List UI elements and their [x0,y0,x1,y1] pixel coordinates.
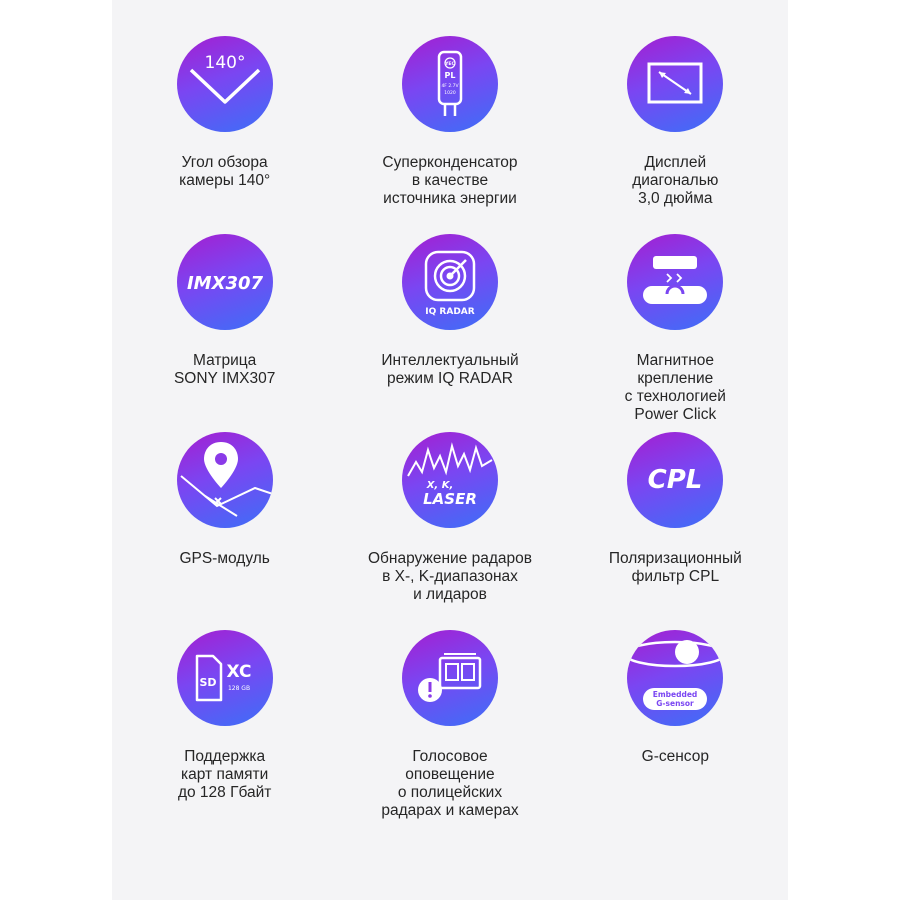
band-text: X, K, [426,480,454,491]
cap-code-text: 1020 [444,91,456,96]
feature-label: Угол обзора камеры 140° [179,154,271,189]
cap-model-text: PL [444,71,456,80]
feature-label: Поляризационный фильтр CPL [608,550,742,585]
capacity-text: 128 GB [227,685,250,692]
feature-iq-radar [337,234,562,432]
feature-label: G-сенсор [641,748,709,765]
display-icon [627,36,723,132]
sd-card-icon [177,630,273,726]
feature-label: Суперконденсатор в качестве источника энергии [382,154,518,207]
g-sensor-text: G-sensor [656,699,695,708]
supercapacitor-icon [402,36,498,132]
view-angle-value: 140° [204,53,246,73]
feature-view-angle [112,36,337,234]
radar-icon [402,234,498,330]
feature-g-sensor [563,630,788,828]
cpl-filter-icon [627,432,723,528]
voice-alert-icon [402,630,498,726]
feature-display [563,36,788,234]
laser-text: LASER [423,490,477,508]
feature-label: Обнаружение радаров в X-, K-диапазонах и лидаров [367,550,532,603]
feature-supercapacitor [337,36,562,234]
feature-sensor [112,234,337,432]
radar-mode-text: IQ RADAR [425,307,475,317]
xc-text: XC [226,662,252,682]
feature-magnetic-mount [563,234,788,432]
sd-text: SD [199,676,217,689]
cap-spec-text: 4F 2.7V [441,84,459,89]
feature-label: GPS-модуль [179,550,270,567]
gps-pin-icon [177,432,273,528]
features-grid [112,36,788,828]
feature-sd-card [112,630,337,828]
feature-cpl [563,432,788,630]
feature-gps [112,432,337,630]
feature-radar-laser [337,432,562,630]
radar-laser-icon [402,432,498,528]
sensor-chip-icon [177,234,273,330]
magnetic-mount-icon [627,234,723,330]
cpl-text: CPL [647,465,703,495]
feature-voice-alert [337,630,562,828]
cap-brand-text: YEC [445,62,455,67]
feature-label: Голосовое оповещение о полицейских радарах и камерах [381,748,519,819]
sensor-model-text: IMX307 [186,273,263,294]
feature-label: Матрица SONY IMX307 [173,352,276,387]
view-angle-icon [177,36,273,132]
g-sensor-icon [627,630,723,726]
feature-label: Магнитное крепление с технологией Power Click [624,352,726,423]
feature-label: Дисплей диагональю 3,0 дюйма [632,154,719,207]
feature-label: Поддержка карт памяти до 128 Гбайт [177,748,272,801]
embedded-text: Embedded [653,690,698,699]
feature-label: Интеллектуальный режим IQ RADAR [381,352,519,387]
